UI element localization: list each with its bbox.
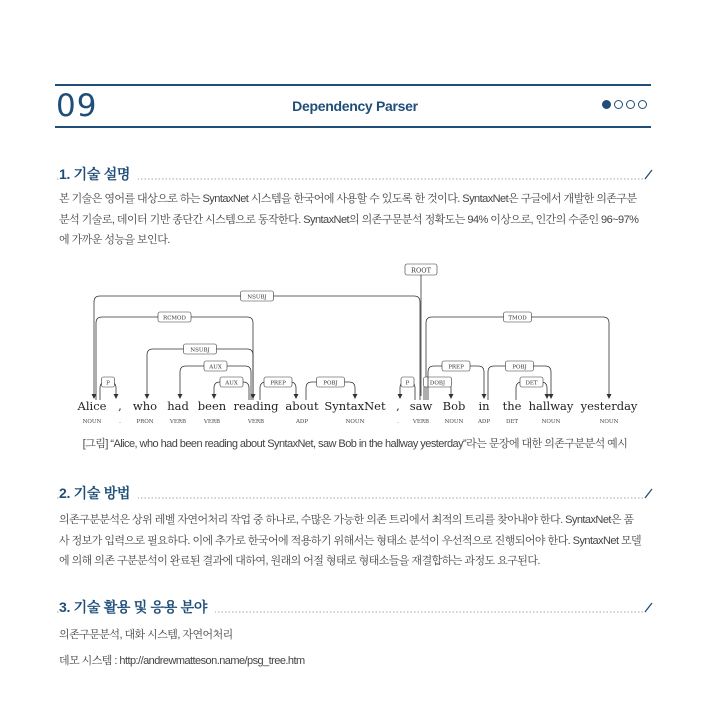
- dependency-arc: [96, 317, 253, 400]
- token-word: yesterday: [580, 399, 638, 413]
- arc-label: POBJ: [323, 380, 338, 387]
- section-body-3: [59, 622, 653, 674]
- token-word: Alice: [77, 399, 107, 413]
- arc-label: NSUBJ: [190, 347, 210, 354]
- page-dot-active: [602, 100, 611, 109]
- dependency-tree-figure: [70, 262, 650, 432]
- arc-label: PREP: [448, 364, 464, 371]
- arc-label: PREP: [270, 380, 286, 387]
- token-tag: NOUN: [345, 419, 365, 425]
- arc-label: DET: [525, 380, 538, 387]
- arc-label: P: [405, 380, 410, 387]
- dependency-arc: [147, 349, 253, 400]
- token-word: hallway: [528, 399, 574, 413]
- page-dot: [638, 100, 647, 109]
- arc-label: RCMOD: [163, 315, 186, 322]
- arc-label: AUX: [209, 364, 222, 371]
- token-word: SyntaxNet: [324, 399, 386, 413]
- arc-label: P: [106, 380, 110, 387]
- token-tag: VERB: [203, 419, 221, 425]
- section-body-1: [59, 189, 653, 251]
- page-title: Dependency Parser: [292, 98, 418, 114]
- header-top-rule: [55, 84, 651, 86]
- token-tag: DET: [505, 419, 519, 425]
- paragraph-line: 에 가까운 성능을 보인다.: [59, 234, 170, 246]
- token-tag: NOUN: [82, 419, 102, 425]
- token-word: in: [478, 399, 490, 413]
- token-word: reading: [233, 399, 279, 413]
- arc-label: POBJ: [512, 364, 527, 371]
- token-word: been: [197, 399, 227, 413]
- token-word: saw: [409, 399, 433, 413]
- token-word: the: [502, 399, 522, 413]
- token-tag: .: [397, 419, 399, 425]
- section-heading-2: [57, 483, 653, 505]
- header-bottom-rule: [55, 126, 651, 128]
- arc-label: NSUBJ: [247, 294, 267, 301]
- token-tag: .: [119, 419, 121, 425]
- token-word: ,: [396, 399, 400, 413]
- arc-label: AUX: [225, 380, 238, 387]
- section-body-2: [59, 510, 653, 572]
- page-indicator: [602, 100, 647, 109]
- token-word: who: [132, 399, 158, 413]
- demo-link[interactable]: 데모 시스템 : http://andrewmatteson.name/psg_tree.htm: [59, 655, 305, 667]
- paragraph-line: 분석 기술로, 데이터 기반 종단간 시스템으로 동작한다. SyntaxNet의 의존구문분석 정확도는 94% 이상으로, 인간의 수준인 96~97%: [59, 213, 639, 226]
- usage-areas: 의존구문분석, 대화 시스템, 자연어처리: [59, 629, 233, 641]
- token-tag: ADP: [295, 419, 309, 425]
- token-tag: VERB: [412, 419, 430, 425]
- token-tag: NOUN: [599, 419, 619, 425]
- arc-label: TMOD: [508, 315, 527, 322]
- section-heading-3: [57, 597, 653, 619]
- page-dot: [614, 100, 623, 109]
- token-word: about: [285, 399, 319, 413]
- chapter-number: 09: [56, 88, 98, 124]
- root-label: ROOT: [411, 266, 431, 275]
- section-heading-1: [57, 164, 653, 186]
- token-tag: VERB: [169, 419, 187, 425]
- section-title: 1. 기술 설명: [59, 164, 138, 184]
- token-tag: PRON: [136, 419, 154, 425]
- paragraph-line: 사 정보가 입력으로 필요하다. 이에 추가로 한국어에 적용하기 위해서는 형태소 분석이 우선적으로 진행되어야 한다. SyntaxNet 모델: [59, 534, 642, 547]
- paragraph-line: 본 기술은 영어를 대상으로 하는 SyntaxNet 시스템을 한국어에 사용할 수 있도록 한 것이다. SyntaxNet은 구글에서 개발한 의존구분: [59, 193, 637, 205]
- token-tag: NOUN: [444, 419, 464, 425]
- figure-caption: [그림] “Alice, who had been reading about SyntaxNet, saw Bob in the hallway yesterday”라는 문장에 대한 의존구분분석 예시: [82, 438, 628, 450]
- paragraph-line: 에 의해 의존 구분분석이 완료된 결과에 대하여, 원래의 어절 형태로 형태소들을 재결합하는 과정도 요구된다.: [59, 555, 540, 567]
- token-tag: ADP: [477, 419, 491, 425]
- token-word: ,: [118, 399, 122, 413]
- page-dot: [626, 100, 635, 109]
- dependency-arc: [426, 317, 609, 400]
- token-tag: NOUN: [541, 419, 561, 425]
- arc-label: DOBJ: [429, 380, 446, 387]
- token-word: had: [167, 399, 189, 413]
- paragraph-line: 의존구분분석은 상위 레벨 자연어처리 작업 중 하나로, 수많은 가능한 의존 트리에서 최적의 트리를 찾아내야 한다. SyntaxNet은 품: [59, 514, 634, 526]
- section-title: 3. 기술 활용 및 응용 분야: [59, 597, 215, 617]
- section-title: 2. 기술 방법: [59, 483, 138, 503]
- token-tag: VERB: [247, 419, 265, 425]
- dependency-arc: [94, 296, 420, 400]
- token-word: Bob: [442, 399, 466, 413]
